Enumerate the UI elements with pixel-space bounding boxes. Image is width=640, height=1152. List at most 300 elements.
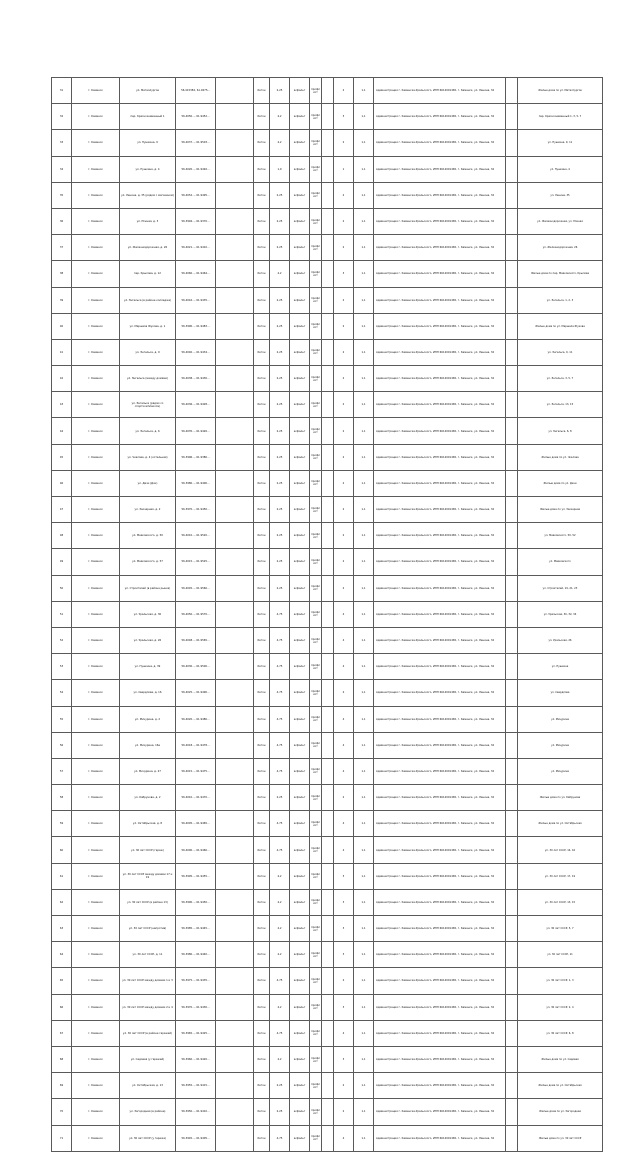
table-row <box>52 366 603 392</box>
empty-cell <box>506 863 518 889</box>
area-cell: 2,25 <box>270 208 290 234</box>
owner-cell: Администрация г. Каменска-Уральского, ИНН 6612001465, г. Каменск, ул. Ленина, 32 <box>374 575 506 601</box>
city-cell: г. Каменск <box>72 680 120 706</box>
city-cell: г. Каменск <box>72 863 120 889</box>
volume-cell: 1,1 <box>354 837 374 863</box>
fence-cell: профлист <box>310 313 322 339</box>
surface-cell: бетон <box>254 339 270 365</box>
surface-cell: бетон <box>254 706 270 732</box>
fence-cell: профлист <box>310 497 322 523</box>
fence-cell: профлист <box>310 837 322 863</box>
table-row <box>52 627 603 653</box>
owner-cell: Администрация г. Каменска-Уральского, ИНН 6612001465, г. Каменск, ул. Ленина, 32 <box>374 78 506 104</box>
coordinates-cell: 56.3970..., 61.9450... <box>176 497 216 523</box>
city-cell: г. Каменск <box>72 758 120 784</box>
surface-cell: бетон <box>254 470 270 496</box>
served-objects-cell: Жилые дома по ул. Садовая <box>518 1046 603 1072</box>
table-row <box>52 942 603 968</box>
empty-cell <box>216 1125 254 1151</box>
address-cell: пер. Крылова, д. 12 <box>120 261 176 287</box>
table-row <box>52 287 603 313</box>
served-objects-cell: Жилые дома по ул. Кабрунова <box>518 785 603 811</box>
fence-cell: профлист <box>310 261 322 287</box>
coordinates-cell: 56.4018..., 61.9478... <box>176 732 216 758</box>
empty-cell <box>216 287 254 313</box>
row-number-cell: 50 <box>52 575 72 601</box>
container-count-cell: 2 <box>334 392 354 418</box>
area-cell: 4,75 <box>270 601 290 627</box>
owner-cell: Администрация г. Каменска-Уральского, ИНН 6612001465, г. Каменск, ул. Ленина, 32 <box>374 156 506 182</box>
empty-cell <box>216 523 254 549</box>
address-cell: ул. Пушкина, д. 39 <box>120 654 176 680</box>
table-row <box>52 78 603 104</box>
empty-cell <box>506 1020 518 1046</box>
owner-cell: Администрация г. Каменска-Уральского, ИНН 6612001465, г. Каменск, ул. Ленина, 32 <box>374 418 506 444</box>
city-cell: г. Каменск <box>72 994 120 1020</box>
area-cell: 4,2 <box>270 942 290 968</box>
owner-cell: Администрация г. Каменска-Уральского, ИНН 6612001465, г. Каменск, ул. Ленина, 32 <box>374 916 506 942</box>
container-count-cell: 3 <box>334 1046 354 1072</box>
coordinates-cell: 56.4042..., 61.9435... <box>176 287 216 313</box>
count-cell <box>322 889 334 915</box>
city-cell: г. Каменск <box>72 470 120 496</box>
address-cell: ул. Железнодорожная, д. 26 <box>120 235 176 261</box>
fence-cell: профлист <box>310 208 322 234</box>
served-objects-cell: Жилые дома по ул. 30 лет СССР <box>518 1125 603 1151</box>
served-objects-cell: ул. Энгельса, 6, 8 <box>518 418 603 444</box>
address-cell: ул. 30 лет СССР между домами 17 и 19 <box>120 863 176 889</box>
empty-cell <box>216 1099 254 1125</box>
area-cell: 4,2 <box>270 994 290 1020</box>
fence-cell: профлист <box>310 627 322 653</box>
surface-cell: бетон <box>254 1125 270 1151</box>
table-row <box>52 837 603 863</box>
owner-cell: Администрация г. Каменска-Уральского, ИНН 6612001465, г. Каменск, ул. Ленина, 32 <box>374 104 506 130</box>
served-objects-cell: ул. Уральская, 30, 32, 34 <box>518 601 603 627</box>
table-row <box>52 182 603 208</box>
owner-cell: Администрация г. Каменска-Уральского, ИНН 6612001465, г. Каменск, ул. Ленина, 32 <box>374 1073 506 1099</box>
owner-cell: Администрация г. Каменска-Уральского, ИНН 6612001465, г. Каменск, ул. Ленина, 32 <box>374 654 506 680</box>
served-objects-cell: ул. 30 лет СССР, 1, 3 <box>518 968 603 994</box>
fence-cell: профлист <box>310 1073 322 1099</box>
row-number-cell: 59 <box>52 811 72 837</box>
surface-cell: бетон <box>254 261 270 287</box>
container-count-cell: 2 <box>334 313 354 339</box>
count-cell <box>322 811 334 837</box>
empty-cell <box>506 680 518 706</box>
base-cell: асфальт <box>290 706 310 732</box>
empty-cell <box>506 182 518 208</box>
volume-cell: 1,1 <box>354 863 374 889</box>
count-cell <box>322 654 334 680</box>
served-objects-cell: Жилые дома по ул. Маршала Жукова <box>518 313 603 339</box>
count-cell <box>322 104 334 130</box>
volume-cell: 1,1 <box>354 889 374 915</box>
base-cell: асфальт <box>290 1020 310 1046</box>
city-cell: г. Каменск <box>72 654 120 680</box>
city-cell: г. Каменск <box>72 78 120 104</box>
container-count-cell: 1 <box>334 156 354 182</box>
row-number-cell: 69 <box>52 1073 72 1099</box>
address-cell: ул. Уральская, д. 30 <box>120 601 176 627</box>
empty-cell <box>506 497 518 523</box>
empty-cell <box>506 916 518 942</box>
count-cell <box>322 1125 334 1151</box>
volume-cell: 1,1 <box>354 706 374 732</box>
container-count-cell: 4 <box>334 601 354 627</box>
city-cell: г. Каменск <box>72 627 120 653</box>
empty-cell <box>216 497 254 523</box>
empty-cell <box>506 235 518 261</box>
owner-cell: Администрация г. Каменска-Уральского, ИНН 6612001465, г. Каменск, ул. Ленина, 32 <box>374 366 506 392</box>
row-number-cell: 57 <box>52 758 72 784</box>
count-cell <box>322 732 334 758</box>
base-cell: асфальт <box>290 837 310 863</box>
address-cell: ул. Садовая (у гаражей) <box>120 1046 176 1072</box>
address-cell: ул. Пушкина, 9 <box>120 130 176 156</box>
volume-cell: 1,1 <box>354 732 374 758</box>
owner-cell: Администрация г. Каменска-Уральского, ИНН 6612001465, г. Каменск, ул. Ленина, 32 <box>374 549 506 575</box>
base-cell: асфальт <box>290 497 310 523</box>
owner-cell: Администрация г. Каменска-Уральского, ИНН 6612001465, г. Каменск, ул. Ленина, 32 <box>374 523 506 549</box>
fence-cell: профлист <box>310 549 322 575</box>
empty-cell <box>506 418 518 444</box>
city-cell: г. Каменск <box>72 444 120 470</box>
row-number-cell: 70 <box>52 1099 72 1125</box>
empty-cell <box>216 366 254 392</box>
coordinates-cell: 56.4050..., 61.9570... <box>176 601 216 627</box>
owner-cell: Администрация г. Каменска-Уральского, ИНН 6612001465, г. Каменск, ул. Ленина, 32 <box>374 497 506 523</box>
fence-cell: профлист <box>310 78 322 104</box>
count-cell <box>322 313 334 339</box>
owner-cell: Администрация г. Каменска-Уральского, ИНН 6612001465, г. Каменск, ул. Ленина, 32 <box>374 994 506 1020</box>
row-number-cell: 44 <box>52 418 72 444</box>
empty-cell <box>216 994 254 1020</box>
empty-cell <box>216 811 254 837</box>
empty-cell <box>506 601 518 627</box>
address-cell: ул. Металлургов <box>120 78 176 104</box>
container-count-cell: 3 <box>334 916 354 942</box>
city-cell: г. Каменск <box>72 366 120 392</box>
count-cell <box>322 837 334 863</box>
table-row <box>52 104 603 130</box>
empty-cell <box>216 863 254 889</box>
surface-cell: бетон <box>254 392 270 418</box>
city-cell: г. Каменск <box>72 916 120 942</box>
empty-cell <box>216 680 254 706</box>
volume-cell: 1,1 <box>354 627 374 653</box>
volume-cell: 1,1 <box>354 208 374 234</box>
surface-cell: бетон <box>254 1046 270 1072</box>
coordinates-cell: 56.4025..., 61.9490... <box>176 680 216 706</box>
city-cell: г. Каменск <box>72 235 120 261</box>
base-cell: асфальт <box>290 366 310 392</box>
fence-cell: профлист <box>310 942 322 968</box>
count-cell <box>322 1020 334 1046</box>
coordinates-cell: 56.4035..., 61.9426... <box>176 418 216 444</box>
area-cell: 4,2 <box>270 261 290 287</box>
city-cell: г. Каменск <box>72 1073 120 1099</box>
address-cell: ул. Энгельса, д. 6 <box>120 418 176 444</box>
row-number-cell: 31 <box>52 78 72 104</box>
area-cell: 4,75 <box>270 654 290 680</box>
row-number-cell: 43 <box>52 392 72 418</box>
owner-cell: Администрация г. Каменска-Уральского, ИНН 6612001465, г. Каменск, ул. Ленина, 32 <box>374 863 506 889</box>
empty-cell <box>506 732 518 758</box>
count-cell <box>322 156 334 182</box>
base-cell: асфальт <box>290 994 310 1020</box>
coordinates-cell: 56.3980..., 61.9440... <box>176 942 216 968</box>
table-row <box>52 208 603 234</box>
fence-cell: профлист <box>310 1125 322 1151</box>
container-count-cell: 2 <box>334 130 354 156</box>
surface-cell: бетон <box>254 130 270 156</box>
row-number-cell: 38 <box>52 261 72 287</box>
container-count-cell: 2 <box>334 1099 354 1125</box>
fence-cell: профлист <box>310 235 322 261</box>
surface-cell: бетон <box>254 837 270 863</box>
empty-cell <box>506 1099 518 1125</box>
count-cell <box>322 392 334 418</box>
empty-cell <box>216 706 254 732</box>
empty-cell <box>506 994 518 1020</box>
table-row <box>52 392 603 418</box>
count-cell <box>322 968 334 994</box>
empty-cell <box>506 811 518 837</box>
row-number-cell: 68 <box>52 1046 72 1072</box>
address-cell: ул. Маяковского, д. 57 <box>120 549 176 575</box>
fence-cell: профлист <box>310 1046 322 1072</box>
table-row <box>52 444 603 470</box>
address-cell: ул. Пушкина, д. 4 <box>120 156 176 182</box>
table-row <box>52 235 603 261</box>
coordinates-cell: 56.4000..., 61.9460... <box>176 837 216 863</box>
served-objects-cell: ул. Энгельса, 3, 5, 7 <box>518 366 603 392</box>
surface-cell: бетон <box>254 104 270 130</box>
base-cell: асфальт <box>290 654 310 680</box>
volume-cell: 1,1 <box>354 601 374 627</box>
base-cell: асфальт <box>290 523 310 549</box>
coordinates-cell: 56.4021..., 61.9410... <box>176 235 216 261</box>
fence-cell: профлист <box>310 444 322 470</box>
fence-cell: профлист <box>310 104 322 130</box>
coordinates-cell: 56.4015..., 61.9475... <box>176 758 216 784</box>
city-cell: г. Каменск <box>72 837 120 863</box>
fence-cell: профлист <box>310 287 322 313</box>
volume-cell: 1,1 <box>354 916 374 942</box>
surface-cell: бетон <box>254 968 270 994</box>
owner-cell: Администрация г. Каменска-Уральского, ИНН 6612001465, г. Каменск, ул. Ленина, 32 <box>374 1125 506 1151</box>
base-cell: асфальт <box>290 575 310 601</box>
served-objects-cell: Жилые дома по ул. Дачи <box>518 470 603 496</box>
container-count-cell: 3 <box>334 942 354 968</box>
base-cell: асфальт <box>290 1073 310 1099</box>
empty-cell <box>506 1073 518 1099</box>
container-count-cell: 2 <box>334 497 354 523</box>
fence-cell: профлист <box>310 1020 322 1046</box>
count-cell <box>322 497 334 523</box>
container-count-cell: 4 <box>334 680 354 706</box>
empty-cell <box>216 392 254 418</box>
area-cell: 2,25 <box>270 366 290 392</box>
count-cell <box>322 287 334 313</box>
count-cell <box>322 78 334 104</box>
container-count-cell: 2 <box>334 523 354 549</box>
row-number-cell: 55 <box>52 706 72 732</box>
empty-cell <box>506 785 518 811</box>
served-objects-cell: Жилые дома по ул. Чкалова <box>518 444 603 470</box>
count-cell <box>322 549 334 575</box>
empty-cell <box>216 418 254 444</box>
served-objects-cell: ул. Маяковского <box>518 549 603 575</box>
container-count-cell: 2 <box>334 418 354 444</box>
area-cell: 2,25 <box>270 444 290 470</box>
container-count-cell: 2 <box>334 549 354 575</box>
served-objects-cell: Жилые дома по ул. Загородная <box>518 1099 603 1125</box>
area-cell: 2,25 <box>270 575 290 601</box>
table-row <box>52 1125 603 1151</box>
city-cell: г. Каменск <box>72 313 120 339</box>
container-count-cell: 4 <box>334 732 354 758</box>
area-cell: 4,75 <box>270 1020 290 1046</box>
empty-cell <box>216 313 254 339</box>
volume-cell: 1,1 <box>354 994 374 1020</box>
coordinates-cell: 56.3985..., 61.9445... <box>176 916 216 942</box>
count-cell <box>322 523 334 549</box>
area-cell: 2,25 <box>270 418 290 444</box>
city-cell: г. Каменск <box>72 942 120 968</box>
row-number-cell: 37 <box>52 235 72 261</box>
area-cell: 2,25 <box>270 339 290 365</box>
served-objects-cell: ул. Ленина, 35 <box>518 182 603 208</box>
base-cell: асфальт <box>290 680 310 706</box>
address-cell: ул. Мичурина, д. 2 <box>120 706 176 732</box>
coordinates-cell: 56.4020..., 61.9492... <box>176 156 216 182</box>
table-row <box>52 1099 603 1125</box>
coordinates-cell: 56.3996..., 61.9380... <box>176 444 216 470</box>
fence-cell: профлист <box>310 392 322 418</box>
base-cell: асфальт <box>290 758 310 784</box>
area-cell: 2,25 <box>270 287 290 313</box>
owner-cell: Администрация г. Каменска-Уральского, ИНН 6612001465, г. Каменск, ул. Ленина, 32 <box>374 444 506 470</box>
address-cell: ул. Мичурина, д. 27 <box>120 758 176 784</box>
row-number-cell: 58 <box>52 785 72 811</box>
coordinates-cell: 56.4030..., 61.9500... <box>176 654 216 680</box>
count-cell <box>322 261 334 287</box>
served-objects-cell: Жилые дома по пер. Маяковского, Крылова <box>518 261 603 287</box>
served-objects-cell: пер. Краснознаменный 1, 3, 5, 7 <box>518 104 603 130</box>
fence-cell: профлист <box>310 706 322 732</box>
base-cell: асфальт <box>290 261 310 287</box>
table-body <box>52 78 603 1152</box>
city-cell: г. Каменск <box>72 706 120 732</box>
empty-cell <box>506 627 518 653</box>
coordinates-cell: 56.4048..., 61.9565... <box>176 627 216 653</box>
empty-cell <box>216 470 254 496</box>
container-count-cell: 4 <box>334 627 354 653</box>
fence-cell: профлист <box>310 1099 322 1125</box>
city-cell: г. Каменск <box>72 392 120 418</box>
table-row <box>52 1073 603 1099</box>
count-cell <box>322 1099 334 1125</box>
volume-cell: 1,1 <box>354 235 374 261</box>
row-number-cell: 36 <box>52 208 72 234</box>
area-cell: 2,25 <box>270 497 290 523</box>
area-cell: 4,2 <box>270 104 290 130</box>
address-cell: ул. 30 лет СССР, д. 11 <box>120 942 176 968</box>
volume-cell: 1,1 <box>354 1099 374 1125</box>
city-cell: г. Каменск <box>72 182 120 208</box>
base-cell: асфальт <box>290 444 310 470</box>
city-cell: г. Каменск <box>72 1046 120 1072</box>
fence-cell: профлист <box>310 130 322 156</box>
owner-cell: Администрация г. Каменска-Уральского, ИНН 6612001465, г. Каменск, ул. Ленина, 32 <box>374 470 506 496</box>
area-cell: 4,75 <box>270 732 290 758</box>
table-row <box>52 523 603 549</box>
volume-cell: 1,1 <box>354 1125 374 1151</box>
count-cell <box>322 444 334 470</box>
coordinates-cell: 56.4015..., 61.9525... <box>176 549 216 575</box>
owner-cell: Администрация г. Каменска-Уральского, ИНН 6612001465, г. Каменск, ул. Ленина, 32 <box>374 287 506 313</box>
coordinates-cell: 56.4037..., 61.9503... <box>176 130 216 156</box>
surface-cell: бетон <box>254 418 270 444</box>
document-page <box>51 77 602 1152</box>
base-cell: асфальт <box>290 287 310 313</box>
owner-cell: Администрация г. Каменска-Уральского, ИНН 6612001465, г. Каменск, ул. Ленина, 32 <box>374 1046 506 1072</box>
row-number-cell: 53 <box>52 654 72 680</box>
empty-cell <box>216 78 254 104</box>
fence-cell: профлист <box>310 863 322 889</box>
count-cell <box>322 680 334 706</box>
volume-cell: 1,1 <box>354 392 374 418</box>
empty-cell <box>506 706 518 732</box>
table-row <box>52 811 603 837</box>
base-cell: асфальт <box>290 549 310 575</box>
count-cell <box>322 470 334 496</box>
base-cell: асфальт <box>290 208 310 234</box>
surface-cell: бетон <box>254 1099 270 1125</box>
city-cell: г. Каменск <box>72 889 120 915</box>
base-cell: асфальт <box>290 1125 310 1151</box>
coordinates-cell: 56.4060..., 61.9464... <box>176 261 216 287</box>
count-cell <box>322 994 334 1020</box>
container-count-cell: 2 <box>334 1073 354 1099</box>
volume-cell: 1,1 <box>354 1073 374 1099</box>
base-cell: асфальт <box>290 968 310 994</box>
empty-cell <box>216 575 254 601</box>
coordinates-cell: 56.4045..., 61.9560... <box>176 575 216 601</box>
served-objects-cell: ул. 30 лет СССР, 13, 15 <box>518 889 603 915</box>
empty-cell <box>216 235 254 261</box>
city-cell: г. Каменск <box>72 732 120 758</box>
base-cell: асфальт <box>290 889 310 915</box>
table-row <box>52 916 603 942</box>
empty-cell <box>506 968 518 994</box>
served-objects-cell: ул. Железнодорожная, 26 <box>518 235 603 261</box>
count-cell <box>322 863 334 889</box>
volume-cell: 1,1 <box>354 261 374 287</box>
served-objects-cell: ул. Мичурина <box>518 758 603 784</box>
empty-cell <box>216 968 254 994</box>
base-cell: асфальт <box>290 627 310 653</box>
fence-cell: профлист <box>310 758 322 784</box>
base-cell: асфальт <box>290 313 310 339</box>
address-cell: ул. Уральская, д. 26 <box>120 627 176 653</box>
empty-cell <box>216 208 254 234</box>
count-cell <box>322 130 334 156</box>
container-count-cell: 2 <box>334 470 354 496</box>
empty-cell <box>506 130 518 156</box>
